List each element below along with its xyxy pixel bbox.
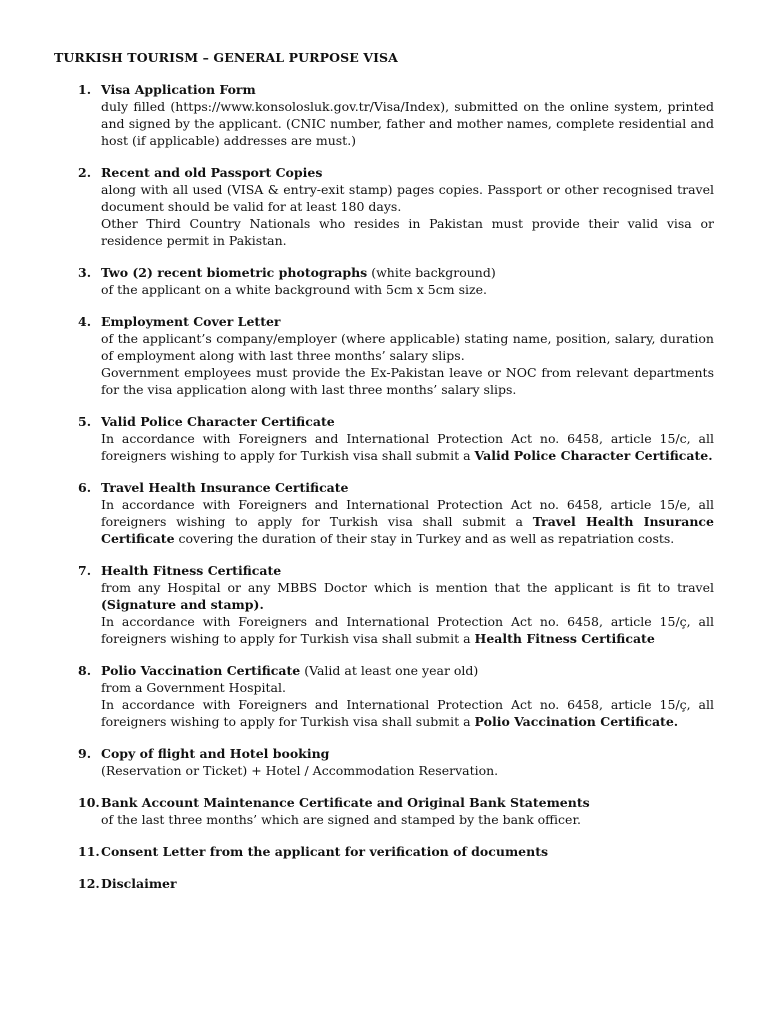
item-paragraph xyxy=(101,98,714,149)
body-text: Other Third Country Nationals who resides in Pakistan must provide their valid visa or residence permit in Pakistan. xyxy=(101,216,714,248)
item-number: 8. xyxy=(78,663,92,678)
body-text: (Reservation or Ticket) + Hotel / Accommodation Reservation. xyxy=(101,763,499,778)
item-heading-text: Consent Letter from the applicant for verification of documents xyxy=(101,844,549,859)
item-heading xyxy=(101,562,714,579)
item-heading xyxy=(101,745,714,762)
body-text: from any Hospital or any MBBS Doctor which is mention that the applicant is fit to travel xyxy=(101,580,714,595)
item-heading xyxy=(101,662,714,679)
item-heading-text: Valid Police Character Certificate xyxy=(101,414,335,429)
emphasis-text: Valid Police Character Certificate. xyxy=(474,448,713,463)
body-text: In accordance with Foreigners and International Protection Act no. 6458, article 15/c, all foreigners wishing to apply for Turkish visa shall submit a xyxy=(101,431,714,463)
body-text: of the applicant on a white background with 5cm x 5cm size. xyxy=(101,282,487,297)
item-heading-text: Polio Vaccination Certificate xyxy=(101,663,301,678)
item-heading-note: (Valid at least one year old) xyxy=(300,663,479,678)
item-heading-text: Copy of flight and Hotel booking xyxy=(101,746,330,761)
item-heading-text: Health Fitness Certificate xyxy=(101,563,282,578)
item-paragraph xyxy=(101,679,714,696)
list-item xyxy=(54,843,714,860)
list-item xyxy=(54,662,714,730)
item-number: 7. xyxy=(78,563,92,578)
item-paragraph xyxy=(101,215,714,249)
body-text: In accordance with Foreigners and International Protection Act no. 6458, article 15/ç, all foreigners wishing to apply for Turkish visa shall submit a xyxy=(101,614,714,646)
emphasis-text: (Signature and stamp). xyxy=(101,597,264,612)
emphasis-text: Health Fitness Certificate xyxy=(474,631,655,646)
item-number: 1. xyxy=(78,82,92,97)
list-item xyxy=(54,413,714,464)
item-heading xyxy=(101,81,714,98)
item-heading-text: Bank Account Maintenance Certificate and Original Bank Statements xyxy=(101,795,590,810)
list-item xyxy=(54,264,714,298)
item-number: 5. xyxy=(78,414,92,429)
item-heading xyxy=(101,413,714,430)
item-heading-text: Visa Application Form xyxy=(101,82,256,97)
item-number: 9. xyxy=(78,746,92,761)
requirements-list xyxy=(54,81,714,892)
list-item xyxy=(54,164,714,249)
item-paragraph xyxy=(101,430,714,464)
body-text: along with all used (VISA & entry-exit stamp) pages copies. Passport or other recognised travel document should be valid for at least 180 days. xyxy=(101,182,714,214)
item-heading xyxy=(101,875,714,892)
item-heading xyxy=(101,479,714,496)
item-paragraph xyxy=(101,696,714,730)
item-number: 3. xyxy=(78,265,92,280)
body-text: In accordance with Foreigners and International Protection Act no. 6458, article 15/e, all foreigners wishing to apply for Turkish visa shall submit a xyxy=(101,497,714,529)
item-heading-text: Employment Cover Letter xyxy=(101,314,281,329)
item-paragraph xyxy=(101,496,714,547)
item-number: 4. xyxy=(78,314,92,329)
item-paragraph xyxy=(101,181,714,215)
item-paragraph xyxy=(101,364,714,398)
item-heading-text: Disclaimer xyxy=(101,876,177,891)
emphasis-text: Polio Vaccination Certificate. xyxy=(474,714,679,729)
item-heading-text: Recent and old Passport Copies xyxy=(101,165,323,180)
emphasis-text: Travel Health Insurance Certificate xyxy=(101,514,714,546)
list-item xyxy=(54,745,714,779)
item-heading xyxy=(101,794,714,811)
item-paragraph xyxy=(101,613,714,647)
item-number: 12. xyxy=(78,876,100,891)
list-item xyxy=(54,875,714,892)
item-heading xyxy=(101,843,714,860)
item-heading-note: (white background) xyxy=(367,265,496,280)
list-item xyxy=(54,794,714,828)
list-item xyxy=(54,313,714,398)
item-paragraph xyxy=(101,330,714,364)
item-number: 6. xyxy=(78,480,92,495)
item-number: 10. xyxy=(78,795,100,810)
body-text: covering the duration of their stay in Turkey and as well as repatriation costs. xyxy=(174,531,675,546)
body-text: from a Government Hospital. xyxy=(101,680,286,695)
body-text: In accordance with Foreigners and International Protection Act no. 6458, article 15/ç, all foreigners wishing to apply for Turkish visa shall submit a xyxy=(101,697,714,729)
item-heading-text: Two (2) recent biometric photographs xyxy=(101,265,368,280)
item-paragraph xyxy=(101,281,714,298)
item-paragraph xyxy=(101,579,714,613)
item-number: 11. xyxy=(78,844,100,859)
list-item xyxy=(54,81,714,149)
item-heading xyxy=(101,264,714,281)
item-paragraph xyxy=(101,762,714,779)
document-title: TURKISH TOURISM – GENERAL PURPOSE VISA xyxy=(54,50,398,65)
item-heading xyxy=(101,164,714,181)
body-text: duly filled (https://www.konsolosluk.gov.tr/Visa/Index), submitted on the online system, printed and signed by the applicant. (CNIC number, father and mother names, complete residential and host (if applicable) addresses are must.) xyxy=(101,99,714,148)
item-heading xyxy=(101,313,714,330)
item-paragraph xyxy=(101,811,714,828)
body-text: of the last three months’ which are signed and stamped by the bank officer. xyxy=(101,812,582,827)
item-number: 2. xyxy=(78,165,92,180)
list-item xyxy=(54,562,714,647)
body-text: Government employees must provide the Ex-Pakistan leave or NOC from relevant departments for the visa application along with last three months’ salary slips. xyxy=(101,365,714,397)
item-heading-text: Travel Health Insurance Certificate xyxy=(101,480,349,495)
body-text: of the applicant’s company/employer (where applicable) stating name, position, salary, duration of employment along with last three months’ salary slips. xyxy=(101,331,714,363)
list-item xyxy=(54,479,714,547)
